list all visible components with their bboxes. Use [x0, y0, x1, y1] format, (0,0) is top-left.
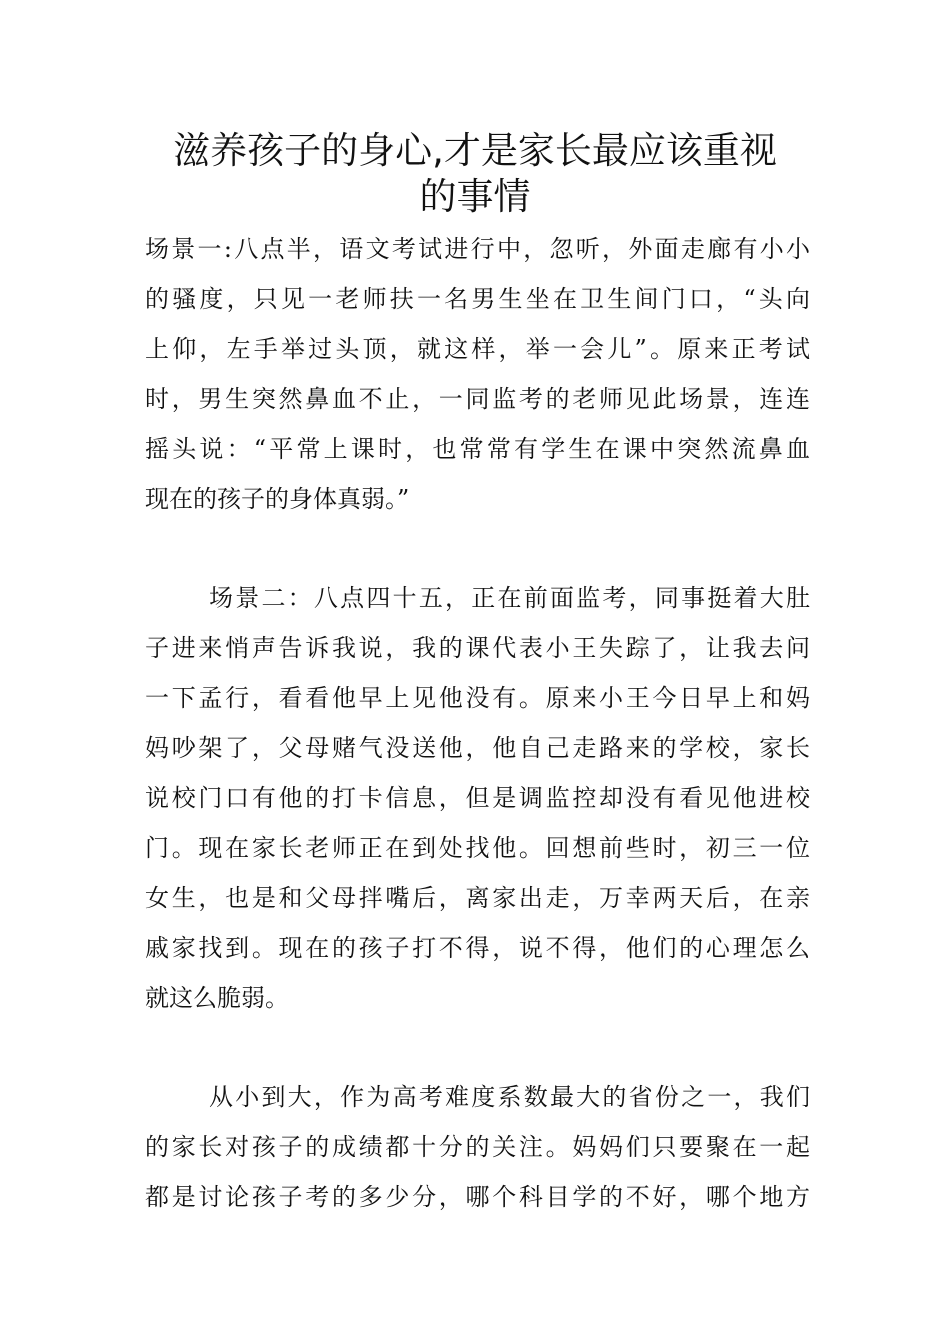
paragraph-line: 场景二：八点四十五，正在前面监考，同事挺着大肚 — [209, 584, 810, 612]
paragraph-line: 摇头说：“平常上课时，也常常有学生在课中突然流鼻血 — [145, 435, 810, 463]
paragraph-line: 一下孟行，看看他早上见他没有。原来小王今日早上和妈 — [145, 684, 810, 712]
paragraph-line: 戚家找到。现在的孩子打不得，说不得，他们的心理怎么 — [145, 934, 810, 962]
document-title-line-1: 滋养孩子的身心,才是家长最应该重视 — [173, 129, 777, 172]
paragraph-line: 就这么脆弱。 — [145, 984, 289, 1012]
document-title-line-2: 的事情 — [419, 175, 531, 218]
paragraph-line: 上仰，左手举过头顶，就这样，举一会儿”。原来正考试 — [145, 335, 810, 363]
paragraph-line: 女生，也是和父母拌嘴后，离家出走，万幸两天后，在亲 — [145, 884, 810, 912]
paragraph-line: 的骚度，只见一老师扶一名男生坐在卫生间门口，“头向 — [145, 285, 810, 313]
paragraph-line: 时，男生突然鼻血不止，一同监考的老师见此场景，连连 — [145, 385, 810, 413]
paragraph-line: 都是讨论孩子考的多少分，哪个科目学的不好，哪个地方 — [145, 1183, 810, 1211]
paragraph-line: 门。现在家长老师正在到处找他。回想前些时，初三一位 — [145, 834, 810, 862]
paragraph-line: 说校门口有他的打卡信息，但是调监控却没有看见他进校 — [145, 784, 810, 812]
paragraph-line: 从小到大，作为高考难度系数最大的省份之一，我们 — [209, 1083, 810, 1111]
paragraph-line: 的家长对孩子的成绩都十分的关注。妈妈们只要聚在一起 — [145, 1133, 810, 1161]
paragraph-line: 场景一:八点半，语文考试进行中，忽听，外面走廊有小小 — [145, 235, 810, 263]
paragraph-line: 妈吵架了，父母赌气没送他，他自己走路来的学校，家长 — [145, 734, 810, 762]
paragraph-line: 现在的孩子的身体真弱。” — [145, 485, 410, 513]
paragraph-line: 子进来悄声告诉我说，我的课代表小王失踪了，让我去问 — [145, 634, 810, 662]
